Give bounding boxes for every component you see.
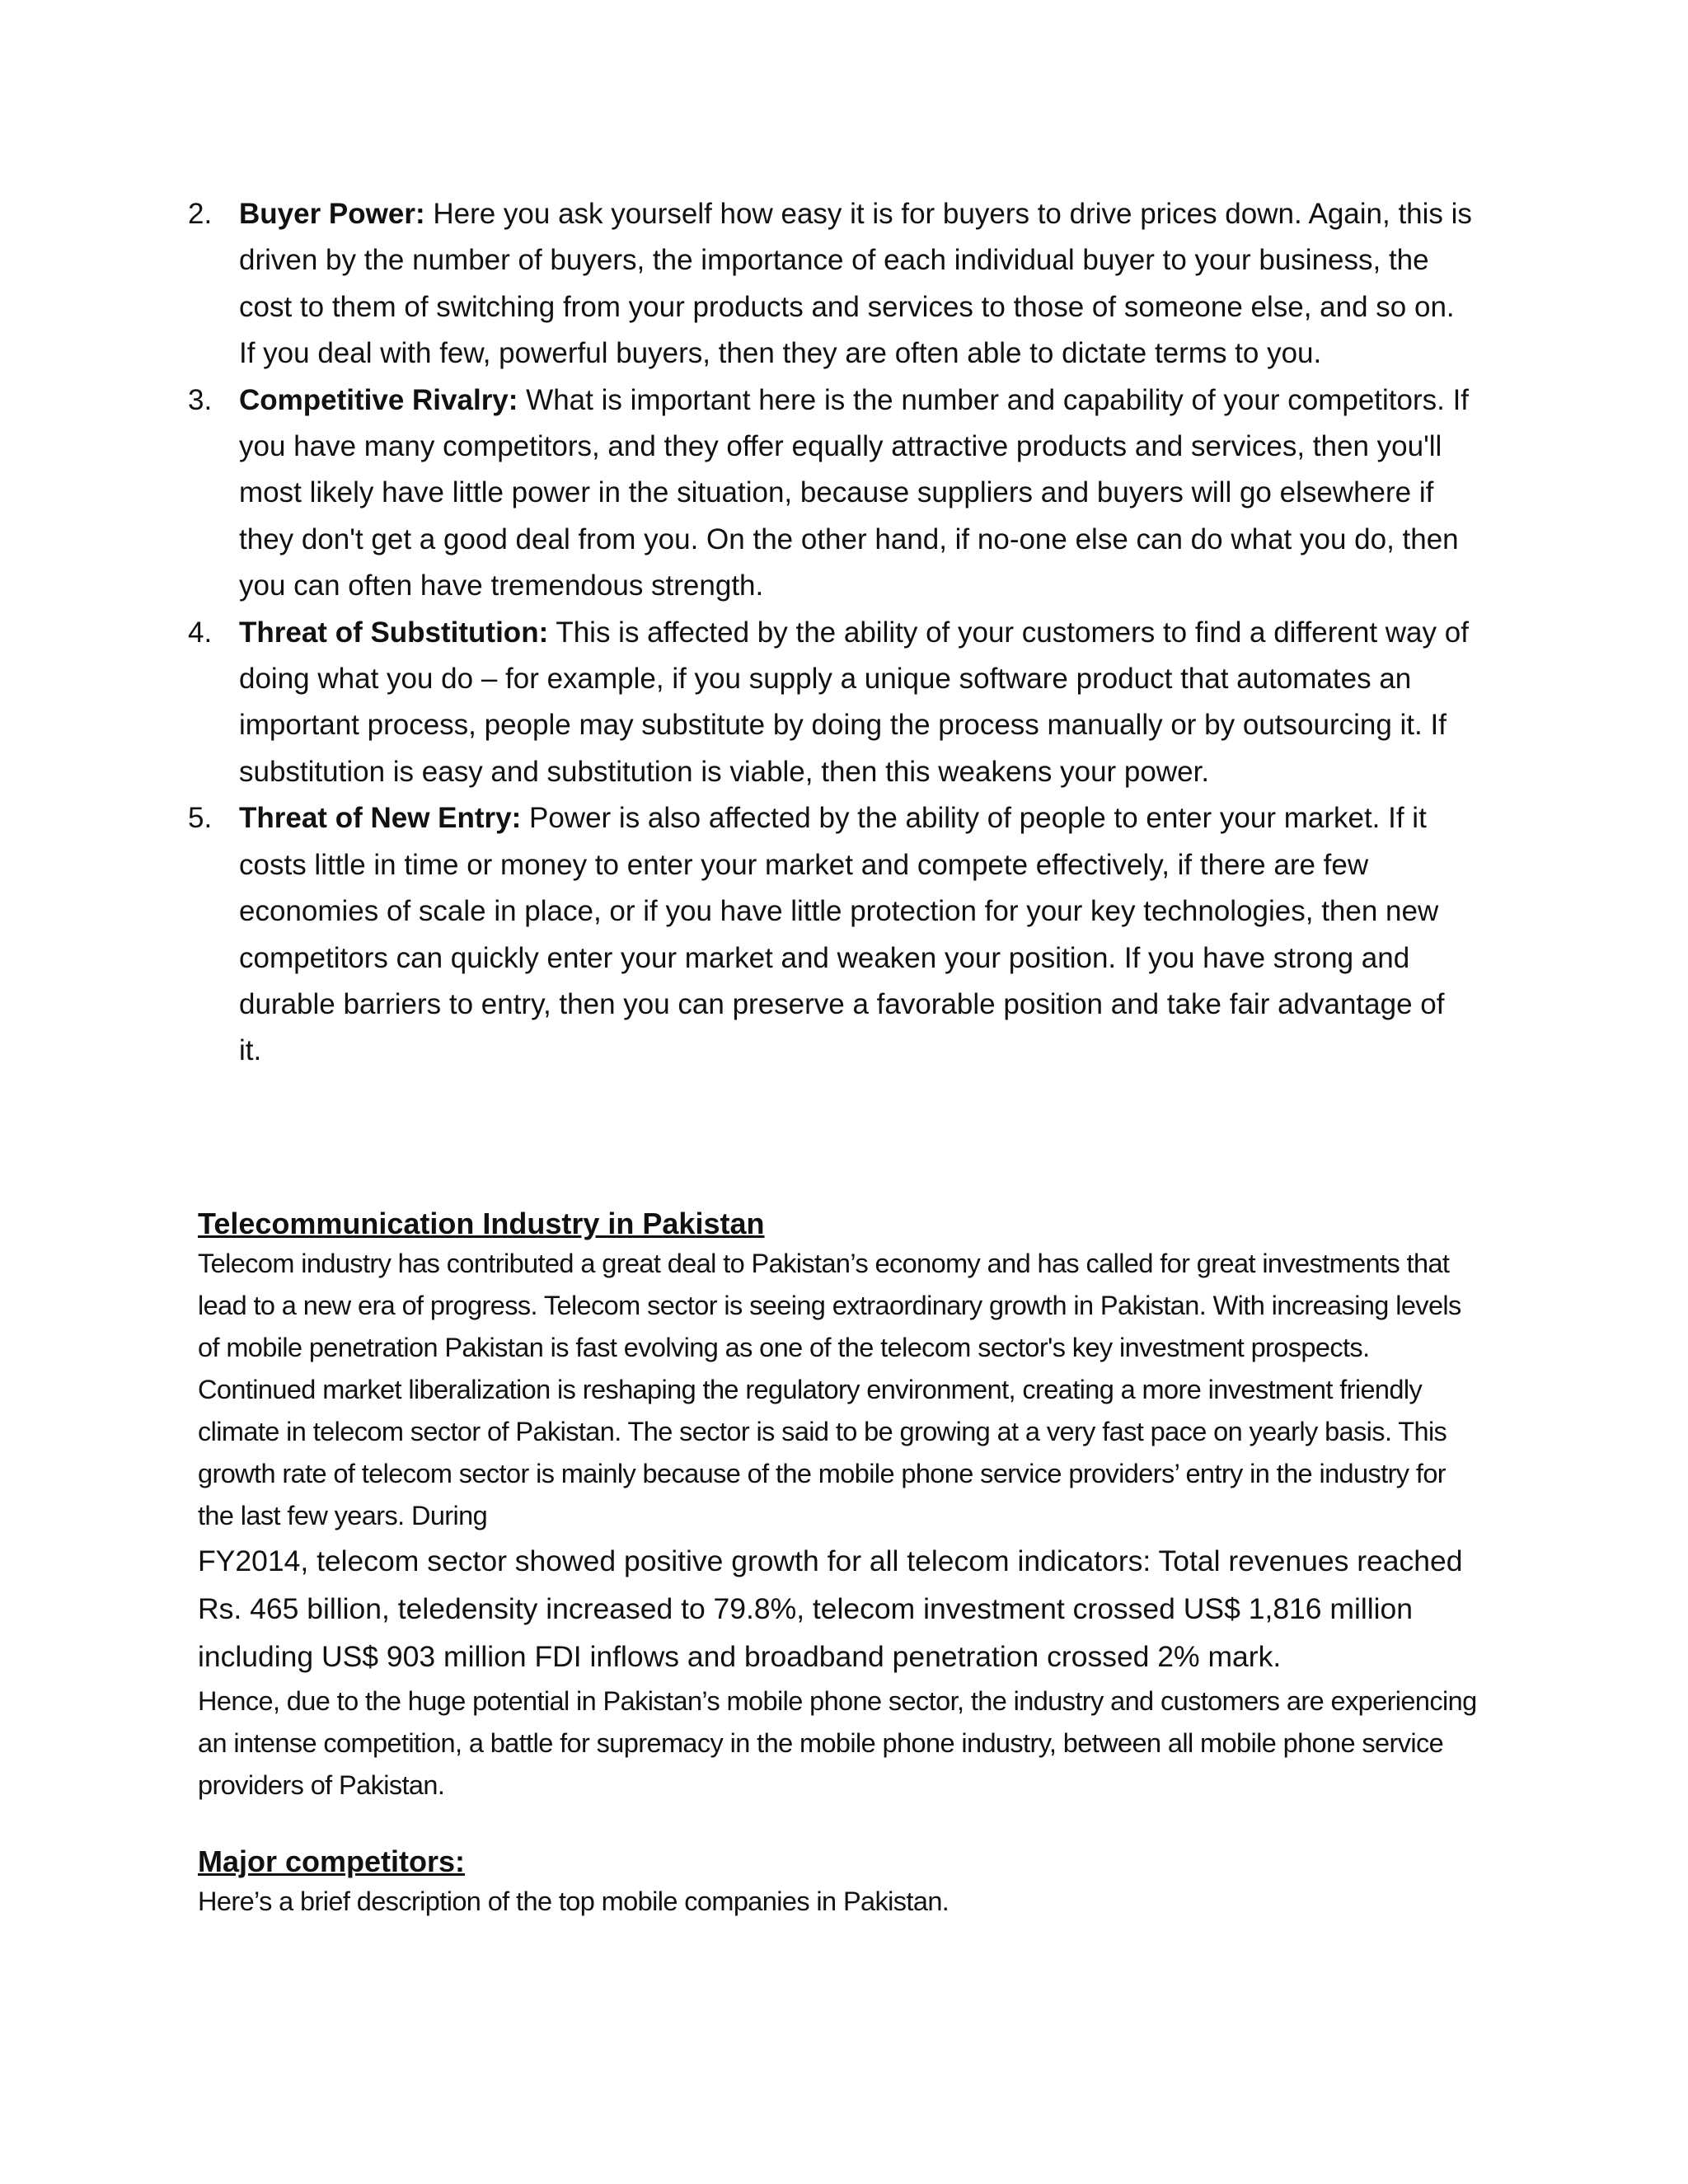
list-text: What is important here is the number and capability of your competitors. If you have many competitors, and they offer equally attractive products and services, then you'll most likely have little power in the situation, because suppliers and buyers will go elsewhere if they don't get a good deal from you. On the other hand, if no-one else can do what you do, then you can often have tremendous strength. [239,383,1470,602]
telecom-paragraph-part3: Hence, due to the huge potential in Pakistan’s mobile phone sector, the industry and customers are experiencing an intense competition, a battle for supremacy in the mobile phone industry, between all mobile phone service providers of Pakistan. [198,1686,1477,1800]
list-term: Buyer Power: [239,198,425,230]
list-item-competitive-rivalry [188,377,1474,610]
competitors-heading: Major competitors: [198,1844,466,1878]
list-number: 5. [188,802,213,835]
list-text: This is affected by the ability of your customers to find a different way of doing what you do – for example, if you supply a unique software product that automates an important process, people may substitute by doing the process manually or by outsourcing it. If substitution is easy and substitution is viable, then this weakens your power. [239,616,1469,788]
telecom-section [198,1205,1484,1807]
list-number: 3. [188,383,213,416]
competitors-intro: Here’s a brief description of the top mobile companies in Pakistan. [198,1886,950,1916]
list-number: 4. [188,616,213,649]
telecom-heading: Telecommunication Industry in Pakistan [198,1207,765,1240]
list-term: Competitive Rivalry: [239,383,518,416]
list-term: Threat of Substitution: [239,616,549,649]
list-item-threat-of-new-entry [188,795,1474,1074]
list-text: Here you ask yourself how easy it is for buyers to drive prices down. Again, this is driven by the number of buyers, the importance of each individual buyer to your business, the cost to them of switching from your products and services to those of someone else, and so on. If you deal with few, powerful buyers, then they are often able to dictate terms to you. [239,198,1472,370]
list-item-threat-of-substitution [188,610,1474,796]
telecom-paragraph-part1: Telecom industry has contributed a great deal to Pakistan’s economy and has called for great investments that lead to a new era of progress. Telecom sector is seeing extraordinary growth in Pakistan. With increasing levels of mobile penetration Pakistan is fast evolving as one of the telecom sector's key investment prospects. Continued market liberalization is reshaping the regulatory environment, creating a more investment friendly climate in telecom sector of Pakistan. The sector is said to be growing at a very fast pace on yearly basis. This growth rate of telecom sector is mainly because of the mobile phone service providers’ entry in the industry for the last few years. During [198,1249,1461,1530]
five-forces-list [188,191,1474,1075]
list-text: Power is also affected by the ability of people to enter your market. If it costs little in time or money to enter your market and compete effectively, if there are few economies of scale in place, or if you have little protection for your key technologies, then new competitors can quickly enter your market and weaken your position. If you have strong and durable barriers to entry, then you can preserve a favorable position and take fair advantage of it. [239,802,1445,1067]
list-term: Threat of New Entry: [239,802,522,835]
telecom-paragraph-part2: FY2014, telecom sector showed positive growth for all telecom indicators: Total revenues reached Rs. 465 billion, teledensity increased to 79.8%, telecom investment crossed US$ 1,816 million including US$ 903 million FDI inflows and broadband penetration crossed 2% mark. [198,1544,1463,1673]
list-number: 2. [188,198,213,230]
list-item-buyer-power [188,191,1474,377]
competitors-section [198,1843,1484,1923]
